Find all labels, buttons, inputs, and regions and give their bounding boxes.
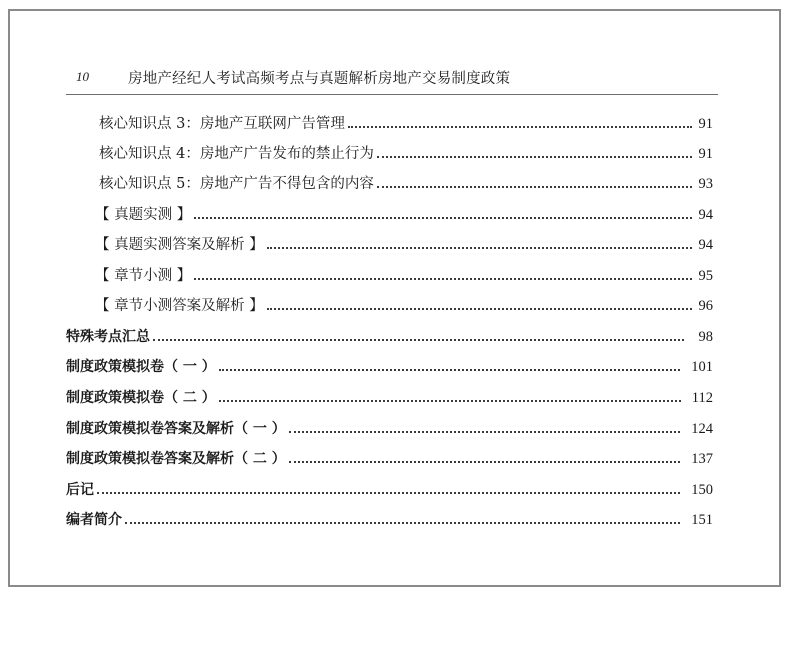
toc-entry[interactable]: [95, 265, 713, 287]
toc-entry[interactable]: [66, 448, 713, 470]
toc-entry-page: 98: [698, 329, 713, 345]
dot-leader: [267, 246, 692, 249]
toc-entry[interactable]: [99, 113, 713, 135]
toc-entry-label: 核心知识点 5：房地产广告不得包含的内容: [99, 176, 374, 192]
dot-leader: [267, 307, 692, 310]
dot-leader: [348, 125, 692, 128]
dot-leader: [219, 368, 681, 371]
toc-entry-label: 制度政策模拟卷（ 一 ）: [66, 359, 216, 375]
dot-leader: [377, 155, 692, 158]
toc-entry-label: 核心知识点 3：房地产互联网广告管理: [99, 116, 345, 132]
toc-entry[interactable]: [95, 204, 713, 226]
dot-leader: [194, 277, 692, 280]
toc-entry[interactable]: [99, 143, 713, 165]
dot-leader: [97, 491, 680, 494]
toc-entry-page: 137: [691, 451, 713, 467]
toc-entry[interactable]: [66, 326, 713, 348]
toc-entry-label: 【 真题实测答案及解析 】: [95, 237, 264, 253]
toc-entry-label: 制度政策模拟卷答案及解析（ 一 ）: [66, 421, 286, 437]
toc-entry[interactable]: [95, 234, 713, 256]
toc-entry-page: 91: [698, 146, 713, 162]
book-title: 房地产经纪人考试高频考点与真题解析房地产交易制度政策: [128, 71, 511, 87]
toc-entry-label: 编者简介: [66, 512, 122, 528]
toc-entry-label: 制度政策模拟卷（ 二 ）: [66, 390, 216, 406]
toc-entry-label: 【 真题实测 】: [95, 207, 192, 223]
dot-leader: [219, 399, 681, 402]
toc-entry-page: 124: [691, 421, 713, 437]
toc-entry-page: 150: [691, 482, 713, 498]
toc-entry-page: 112: [691, 390, 713, 406]
toc-entry-label: 特殊考点汇总: [66, 329, 150, 345]
toc-entry-page: 93: [698, 176, 713, 192]
toc-entry-page: 95: [698, 268, 713, 284]
toc-entry[interactable]: [66, 509, 713, 531]
toc-entry[interactable]: [66, 356, 713, 378]
toc-entry[interactable]: [66, 418, 713, 440]
dot-leader: [289, 430, 681, 433]
toc-entry-label: 制度政策模拟卷答案及解析（ 二 ）: [66, 451, 286, 467]
dot-leader: [153, 338, 684, 341]
toc-entry-page: 96: [698, 298, 713, 314]
toc-entry-label: 后记: [66, 482, 94, 498]
toc-entry-page: 151: [691, 512, 713, 528]
toc-entry-label: 核心知识点 4：房地产广告发布的禁止行为: [99, 146, 374, 162]
toc-entry[interactable]: [66, 479, 713, 501]
toc-entry[interactable]: [66, 387, 713, 409]
toc-entry-page: 94: [698, 237, 713, 253]
toc-entry-page: 94: [698, 207, 713, 223]
dot-leader: [125, 521, 680, 524]
toc-entry-page: 91: [698, 116, 713, 132]
toc-entry[interactable]: [95, 295, 713, 317]
toc-entry-label: 【 章节小测答案及解析 】: [95, 298, 264, 314]
toc-entry[interactable]: [99, 173, 713, 195]
dot-leader: [377, 185, 692, 188]
toc-entry-label: 【 章节小测 】: [95, 268, 192, 284]
page-number: 10: [76, 69, 89, 84]
dot-leader: [194, 216, 692, 219]
toc-entry-page: 101: [691, 359, 713, 375]
dot-leader: [289, 460, 681, 463]
